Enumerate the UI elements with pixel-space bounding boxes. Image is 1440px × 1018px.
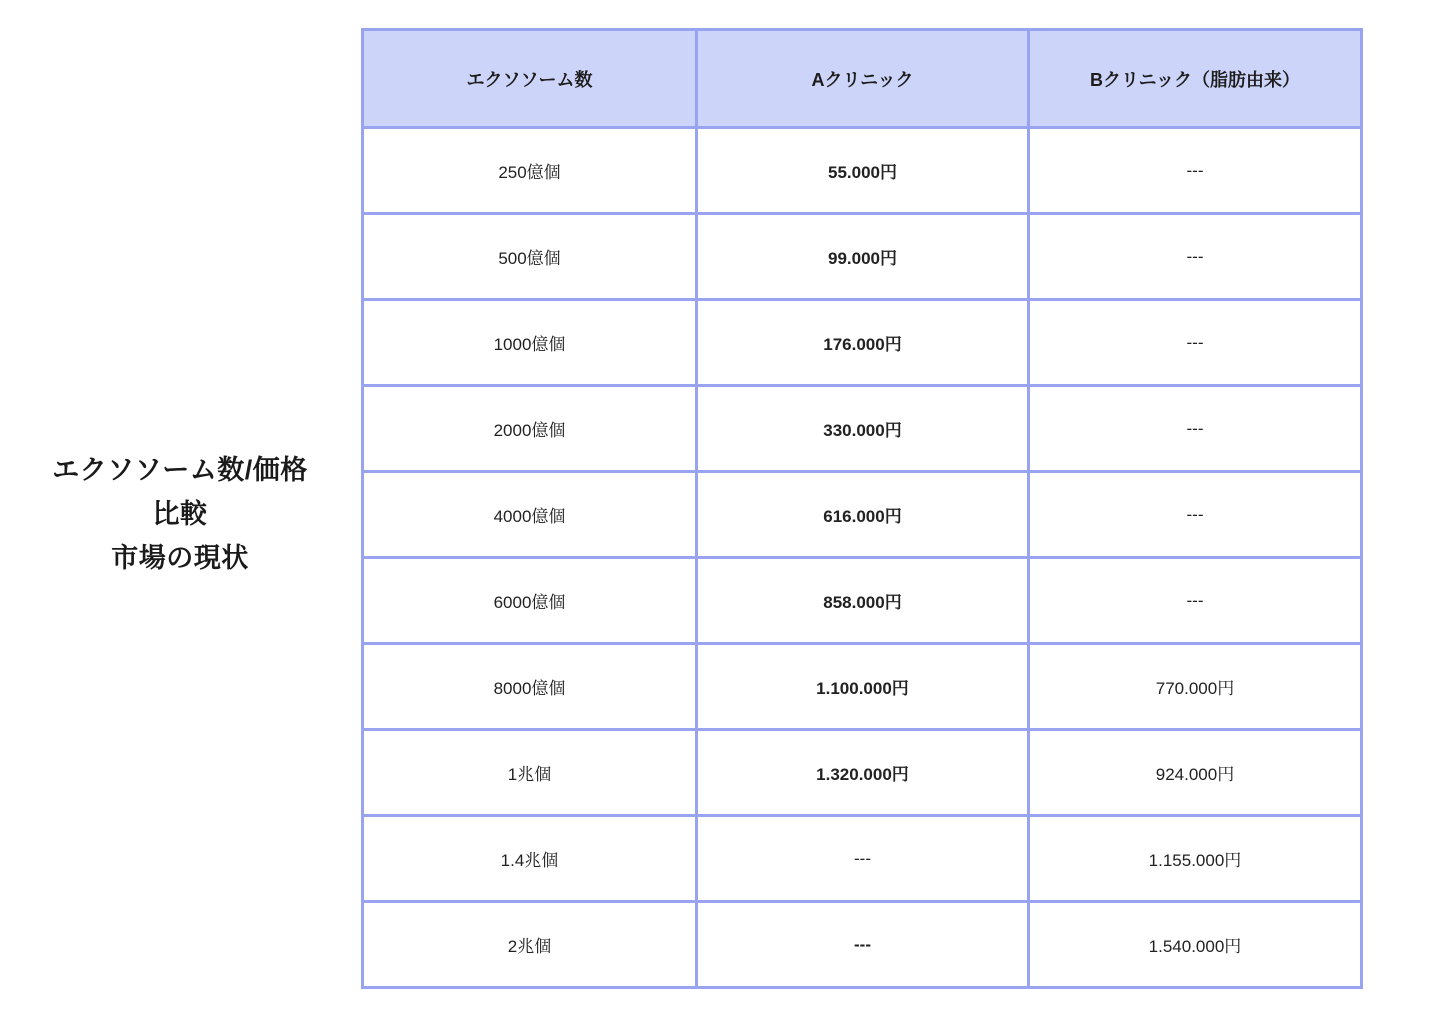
cell-count: 250億個 — [363, 128, 697, 214]
cell-count: 2000億個 — [363, 386, 697, 472]
cell-clinic-b: --- — [1029, 558, 1362, 644]
column-header-exosome-count: エクソソーム数 — [363, 30, 697, 128]
cell-clinic-a: --- — [697, 816, 1029, 902]
cell-clinic-b: 1.540.000円 — [1029, 902, 1362, 988]
table-row — [363, 558, 1362, 644]
cell-clinic-a: 616.000円 — [697, 472, 1029, 558]
table-row — [363, 128, 1362, 214]
cell-count: 2兆個 — [363, 902, 697, 988]
cell-clinic-a: 1.320.000円 — [697, 730, 1029, 816]
table-row — [363, 902, 1362, 988]
cell-clinic-b: --- — [1029, 128, 1362, 214]
cell-clinic-a: 1.100.000円 — [697, 644, 1029, 730]
cell-clinic-b: --- — [1029, 214, 1362, 300]
cell-clinic-a: 99.000円 — [697, 214, 1029, 300]
table-row — [363, 386, 1362, 472]
cell-clinic-a: 176.000円 — [697, 300, 1029, 386]
table-row — [363, 300, 1362, 386]
cell-clinic-a: 330.000円 — [697, 386, 1029, 472]
cell-clinic-a: 858.000円 — [697, 558, 1029, 644]
header-row — [363, 30, 1362, 128]
cell-count: 8000億個 — [363, 644, 697, 730]
cell-clinic-a: --- — [697, 902, 1029, 988]
cell-clinic-b: 1.155.000円 — [1029, 816, 1362, 902]
slide-title-line: 比較 — [152, 499, 208, 529]
cell-count: 6000億個 — [363, 558, 697, 644]
cell-count: 500億個 — [363, 214, 697, 300]
table-row — [363, 644, 1362, 730]
table-row — [363, 816, 1362, 902]
slide-title — [20, 448, 340, 580]
comparison-table — [361, 28, 1363, 989]
column-header-clinic-b: Bクリニック（脂肪由来） — [1029, 30, 1362, 128]
cell-count: 4000億個 — [363, 472, 697, 558]
cell-count: 1000億個 — [363, 300, 697, 386]
cell-count: 1兆個 — [363, 730, 697, 816]
slide-title-line: 市場の現状 — [111, 543, 249, 573]
cell-count: 1.4兆個 — [363, 816, 697, 902]
table-row — [363, 472, 1362, 558]
slide-title-line: エクソソーム数/価格 — [52, 455, 308, 485]
cell-clinic-b: 770.000円 — [1029, 644, 1362, 730]
cell-clinic-b: --- — [1029, 472, 1362, 558]
cell-clinic-a: 55.000円 — [697, 128, 1029, 214]
cell-clinic-b: --- — [1029, 386, 1362, 472]
column-header-clinic-a: Aクリニック — [697, 30, 1029, 128]
table-row — [363, 730, 1362, 816]
cell-clinic-b: 924.000円 — [1029, 730, 1362, 816]
table-row — [363, 214, 1362, 300]
comparison-table-container — [361, 28, 1363, 989]
cell-clinic-b: --- — [1029, 300, 1362, 386]
